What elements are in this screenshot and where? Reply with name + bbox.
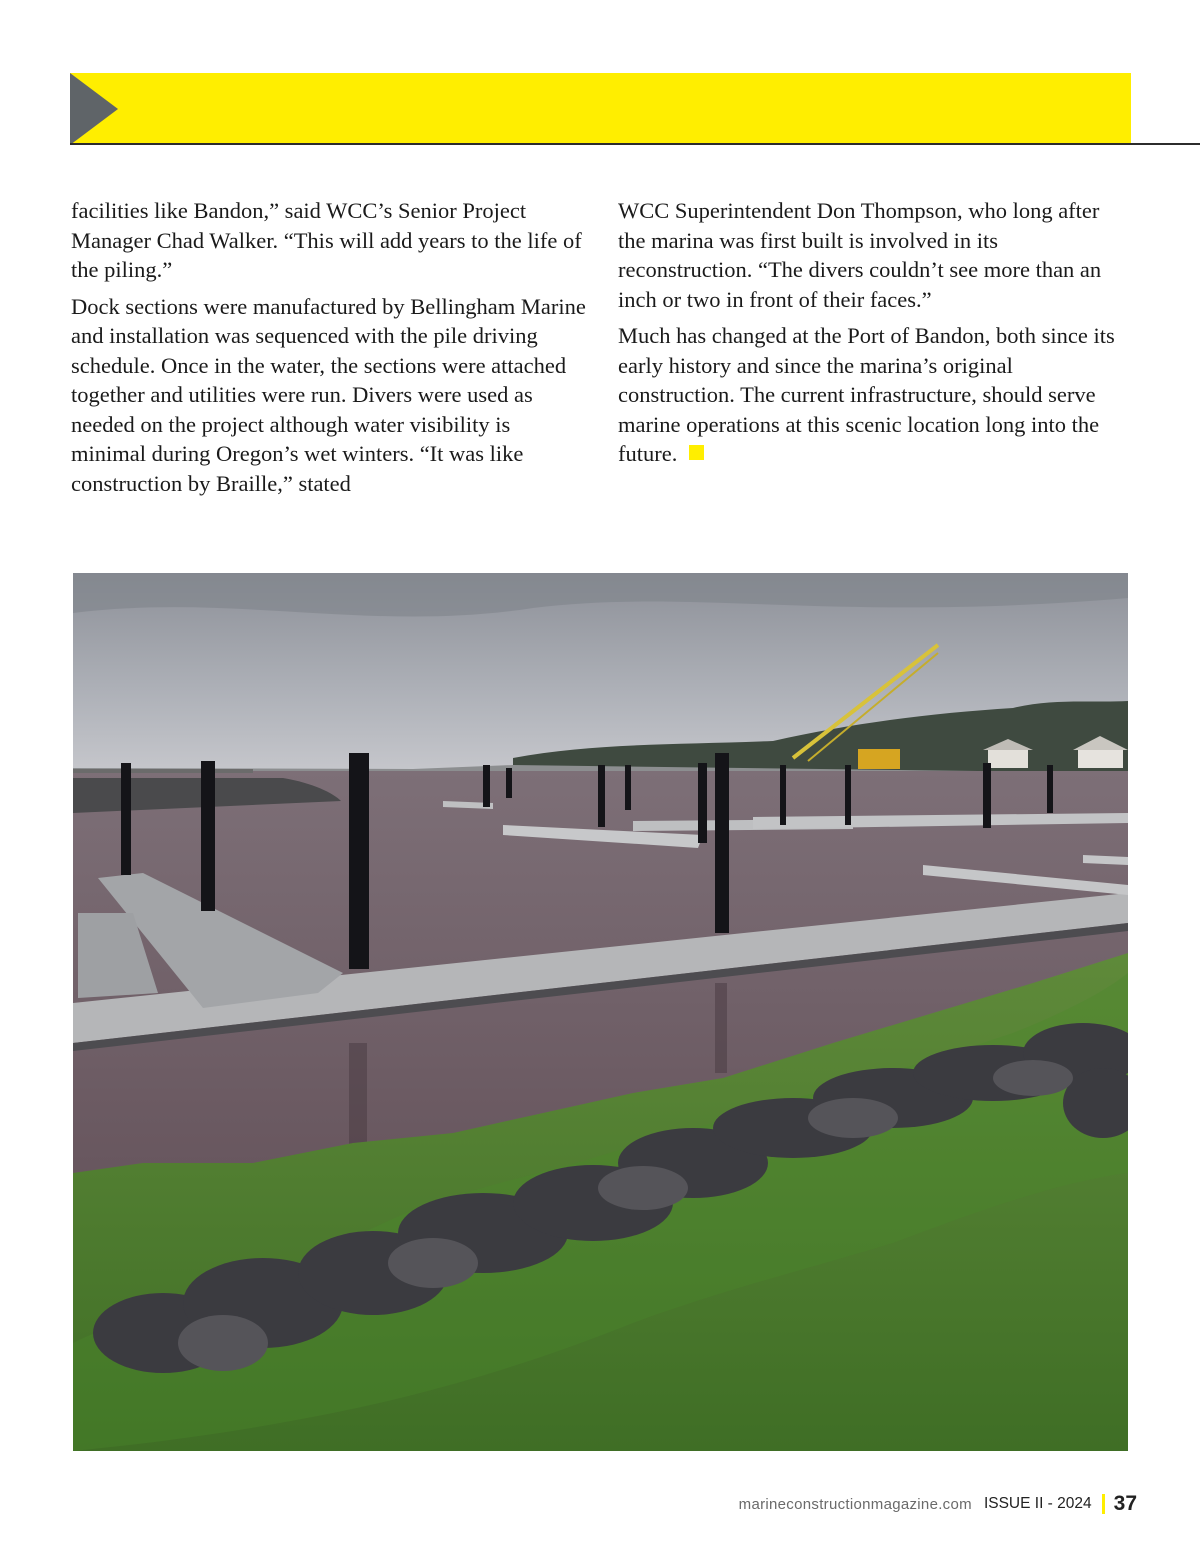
header-arrow-icon (70, 73, 118, 145)
page-number: 37 (1113, 1492, 1137, 1515)
paragraph: Dock sections were manufactured by Bellingham Marine and installation was sequenced with the pile driving schedule. Once in the water, the sections were attached together and utilities were run. Divers were used as needed on the project although water visibility is minimal during Oregon’s wet winters. “It was like construction by Braille,” stated (71, 293, 586, 496)
paragraph-final (618, 321, 1130, 469)
article-column-right (618, 196, 1130, 476)
header-band (70, 73, 1131, 143)
footer-issue: ISSUE II - 2024 (983, 1495, 1092, 1512)
footer-separator (1102, 1494, 1105, 1514)
paragraph: WCC Superintendent Don Thompson, who long after the marina was first built is involved in its reconstruction. “The divers couldn’t see more than an inch or two in front of their faces.” (618, 198, 1102, 312)
footer-website: marineconstructionmagazine.com (738, 1495, 972, 1513)
end-mark-icon (689, 445, 704, 460)
marina-photo (73, 573, 1128, 1451)
paragraph-text: Much has changed at the Port of Bandon, both since its early history and since the marina’s original construction. The current infrastructure, should serve marine operations at this scenic location long into the future. (618, 323, 1115, 466)
article-column-left (71, 196, 589, 505)
paragraph: facilities like Bandon,” said WCC’s Senior Project Manager Chad Walker. “This will add years to the life of the piling.” (71, 198, 582, 282)
page-footer (739, 1492, 1137, 1516)
header-rule (70, 143, 1200, 145)
